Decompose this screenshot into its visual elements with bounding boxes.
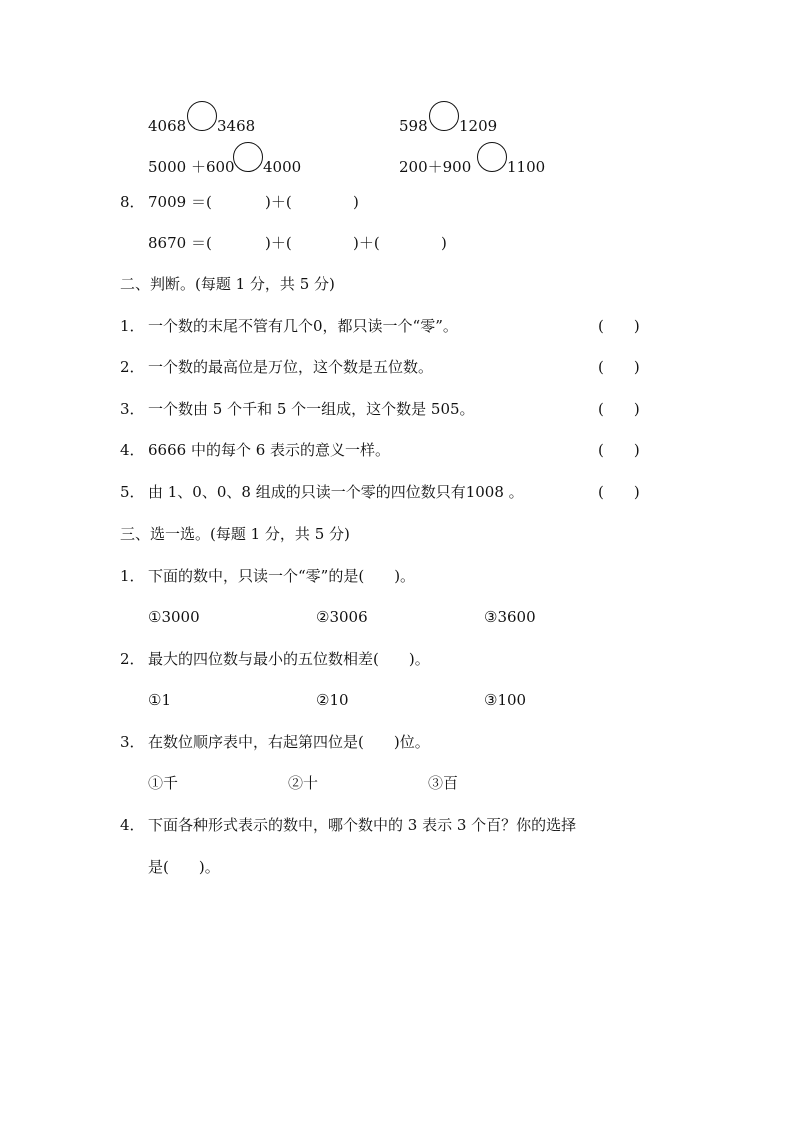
compare-left-number: 598: [399, 117, 428, 135]
item-text: 一个数的末尾不管有几个0，都只读一个“零”。: [148, 317, 458, 335]
option-1[interactable]: ①3000: [148, 608, 200, 626]
option-3[interactable]: ③3600: [484, 608, 536, 626]
item-text-continued: 是( )。: [148, 858, 220, 876]
item-number: 2．: [120, 650, 145, 668]
answer-blank[interactable]: ( ): [598, 441, 640, 459]
item-number: 4．: [120, 441, 145, 459]
item-text: 在数位顺序表中，右起第四位是( )位。: [148, 733, 430, 751]
option-1[interactable]: ①1: [148, 691, 171, 709]
item-text: 一个数由 5 个千和 5 个一组成，这个数是 505。: [148, 400, 475, 418]
question-number: 8．: [120, 193, 145, 211]
item-number: 1．: [120, 317, 145, 335]
compare-circle[interactable]: [429, 101, 459, 131]
item-text: 最大的四位数与最小的五位数相差( )。: [148, 650, 430, 668]
item-number: 2．: [120, 358, 145, 376]
compare-circle[interactable]: [187, 101, 217, 131]
compare-circle[interactable]: [477, 142, 507, 172]
compare-right-number: 1209: [459, 117, 498, 135]
equation-plus: )＋(: [265, 234, 292, 252]
option-1[interactable]: ①千: [148, 774, 179, 792]
equation-lhs: 7009 ＝(: [148, 193, 212, 211]
section-2-title: 二、判断。(每题 1 分，共 5 分): [120, 275, 335, 293]
answer-blank[interactable]: ( ): [598, 400, 640, 418]
option-2[interactable]: ②10: [316, 691, 349, 709]
item-number: 1．: [120, 567, 145, 585]
item-number: 5．: [120, 483, 145, 501]
answer-blank[interactable]: ( ): [598, 483, 640, 501]
item-number: 3．: [120, 400, 145, 418]
section-3-title: 三、选一选。(每题 1 分，共 5 分): [120, 525, 350, 543]
item-text: 下面的数中，只读一个“零”的是( )。: [148, 567, 416, 585]
item-number: 3．: [120, 733, 145, 751]
compare-left-expression: 200＋900: [399, 158, 472, 176]
equation-end: ): [441, 234, 447, 252]
item-text: 下面各种形式表示的数中，哪个数中的 3 表示 3 个百？你的选择: [148, 816, 577, 834]
item-text: 6666 中的每个 6 表示的意义一样。: [148, 441, 391, 459]
item-text: 一个数的最高位是万位，这个数是五位数。: [148, 358, 434, 376]
compare-circle[interactable]: [233, 142, 263, 172]
compare-right-number: 3468: [217, 117, 256, 135]
equation-end: ): [353, 193, 359, 211]
option-2[interactable]: ②十: [288, 774, 319, 792]
compare-left-expression: 5000 ＋600: [148, 158, 235, 176]
compare-right-number: 1100: [507, 158, 546, 176]
answer-blank[interactable]: ( ): [598, 317, 640, 335]
option-2[interactable]: ②3006: [316, 608, 368, 626]
compare-right-number: 4000: [263, 158, 302, 176]
equation-lhs: 8670 ＝(: [148, 234, 212, 252]
item-text: 由 1、0、0、8 组成的只读一个零的四位数只有1008 。: [148, 483, 524, 501]
equation-plus: )＋(: [265, 193, 292, 211]
equation-plus: )＋(: [353, 234, 380, 252]
compare-left-number: 4068: [148, 117, 187, 135]
option-3[interactable]: ③百: [428, 774, 459, 792]
option-3[interactable]: ③100: [484, 691, 527, 709]
answer-blank[interactable]: ( ): [598, 358, 640, 376]
item-number: 4．: [120, 816, 145, 834]
